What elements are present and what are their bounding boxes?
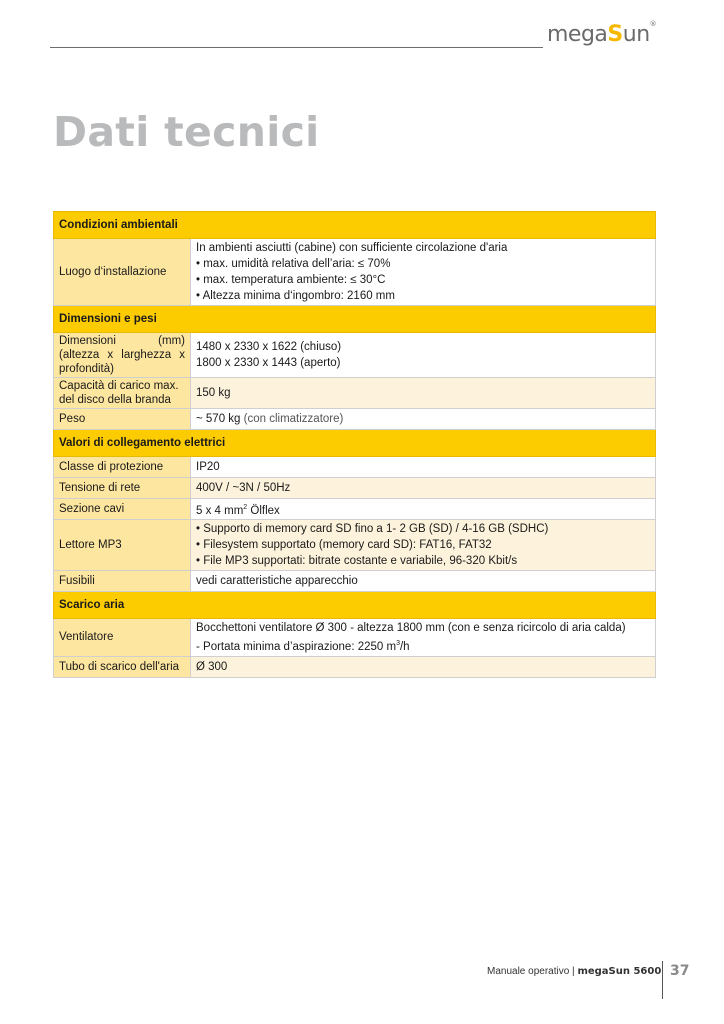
value-text: 5 x 4 mm xyxy=(196,504,244,517)
value-text: /h xyxy=(399,640,410,653)
value-line: • Filesystem supportato (memory card SD): FAT16, FAT32 xyxy=(196,539,492,551)
row-value xyxy=(191,499,656,520)
registered-mark: ® xyxy=(649,20,657,28)
value-line xyxy=(196,636,650,655)
table-row xyxy=(54,520,656,571)
section-header xyxy=(54,306,656,333)
row-value xyxy=(191,409,656,430)
value-note: (con climatizzatore) xyxy=(243,413,344,425)
logo-text-un: un xyxy=(622,22,650,47)
row-label: Classe di protezione xyxy=(54,457,191,478)
section-title: Scarico aria xyxy=(54,592,656,619)
value-line: Bocchettoni ventilatore Ø 300 - altezza 1800 mm (con e senza ricircolo di aria calda) xyxy=(196,622,626,634)
logo-text-mega: mega xyxy=(547,22,608,47)
row-value xyxy=(191,520,656,571)
value-line: 1800 x 2330 x 1443 (aperto) xyxy=(196,357,341,369)
page-number: 37 xyxy=(670,963,690,979)
section-title: Valori di collegamento elettrici xyxy=(54,430,656,457)
section-header xyxy=(54,430,656,457)
superscript: 3 xyxy=(396,640,400,647)
table-row xyxy=(54,457,656,478)
section-header xyxy=(54,212,656,239)
row-label: Peso xyxy=(54,409,191,430)
value-line: • Supporto di memory card SD fino a 1- 2 GB (SD) / 4-16 GB (SDHC) xyxy=(196,523,549,535)
row-label: Tensione di rete xyxy=(54,478,191,499)
row-label: Capacità di carico max. del disco della branda xyxy=(54,378,191,409)
value-line: • max. temperatura ambiente: ≤ 30°C xyxy=(196,274,386,286)
megasun-logo xyxy=(547,22,656,47)
row-value: vedi caratteristiche apparecchio xyxy=(191,571,656,592)
value-main: ~ 570 kg xyxy=(196,413,241,425)
row-value xyxy=(191,239,656,306)
header-rule xyxy=(50,47,543,48)
table-row xyxy=(54,656,656,677)
footer-product-name: megaSun 5600 xyxy=(577,966,662,977)
technical-data-table xyxy=(53,211,656,678)
row-label: Tubo di scarico dell'aria xyxy=(54,656,191,677)
row-label: Lettore MP3 xyxy=(54,520,191,571)
row-label: Ventilatore xyxy=(54,619,191,657)
row-label: Dimensioni (mm) (altezza x larghezza x profondità) xyxy=(54,333,191,378)
row-label: Fusibili xyxy=(54,571,191,592)
value-line: • Altezza minima d‘ingombro: 2160 mm xyxy=(196,290,395,302)
footer-manual-label: Manuale operativo | xyxy=(487,966,578,977)
table-row xyxy=(54,378,656,409)
value-text: Ölflex xyxy=(247,504,280,517)
row-value xyxy=(191,333,656,378)
table-row xyxy=(54,478,656,499)
section-title: Dimensioni e pesi xyxy=(54,306,656,333)
row-label: Luogo d‘installazione xyxy=(54,239,191,306)
row-value: Ø 300 xyxy=(191,656,656,677)
value-line: • File MP3 supportati: bitrate costante e variabile, 96-320 Kbit/s xyxy=(196,555,518,567)
value-line: • max. umidità relativa dell’aria: ≤ 70% xyxy=(196,258,391,270)
page-title: Dati tecnici xyxy=(53,108,320,156)
footer-caption xyxy=(487,966,661,977)
footer-divider xyxy=(662,961,663,999)
table-row xyxy=(54,333,656,378)
value-text: - Portata minima d’aspirazione: 2250 m xyxy=(196,640,397,653)
table-row xyxy=(54,619,656,657)
logo-text-s: S xyxy=(607,22,623,47)
section-header xyxy=(54,592,656,619)
value-line: 1480 x 2330 x 1622 (chiuso) xyxy=(196,341,342,353)
table-row xyxy=(54,239,656,306)
table-row xyxy=(54,571,656,592)
row-value: IP20 xyxy=(191,457,656,478)
superscript: 2 xyxy=(243,503,248,511)
row-value: 400V / ~3N / 50Hz xyxy=(191,478,656,499)
row-value xyxy=(191,619,656,657)
row-value: 150 kg xyxy=(191,378,656,409)
section-title: Condizioni ambientali xyxy=(54,212,656,239)
row-label: Sezione cavi xyxy=(54,499,191,520)
table-row xyxy=(54,499,656,520)
table-row xyxy=(54,409,656,430)
value-line: In ambienti asciutti (cabine) con sufficiente circolazione d'aria xyxy=(196,242,508,254)
